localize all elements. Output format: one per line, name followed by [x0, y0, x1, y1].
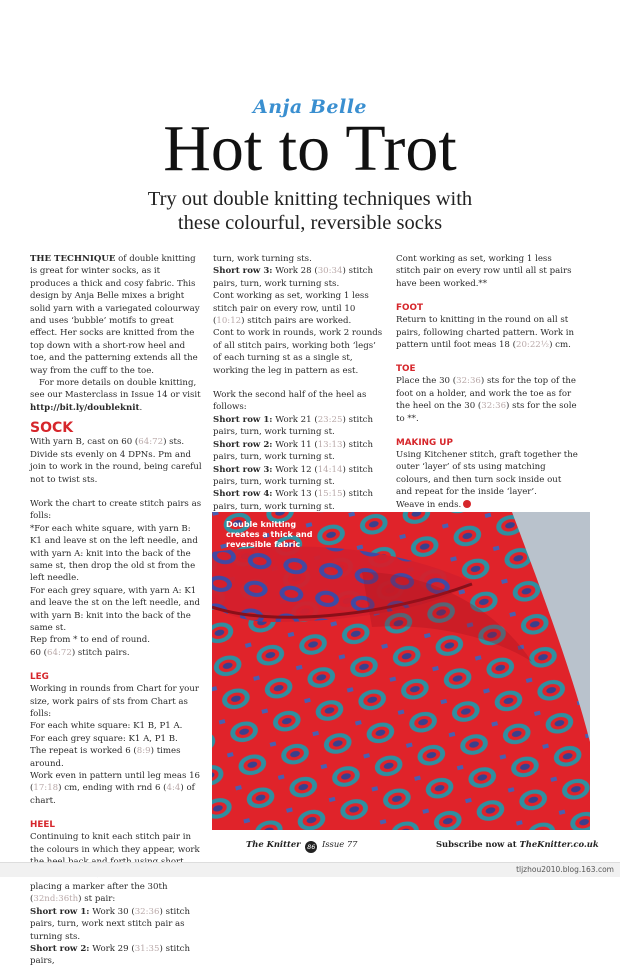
sr3-b: ) stitch pairs, turn, work turning sts.: [213, 266, 373, 289]
chart-intro: Work the chart to create stitch pairs as folls:: [30, 498, 202, 522]
chart-grey: For each grey square, with yarn A: K1 and leave the st on the left needle, and with yarn B: knit into the back of the same st.: [30, 585, 201, 633]
leg-intro: Working in rounds from Chart for your size, work pairs of sts from Chart as folls:: [30, 684, 200, 719]
size-variant: 32:36: [456, 376, 481, 387]
short-row-label: Short row 3:: [213, 464, 273, 475]
sock-cast-on: [30, 436, 202, 486]
heel-a: Continuing to knit each stitch pair in the colours in which they appear, work placing a marker after the 30th (: [30, 832, 200, 905]
cont-working-final: Cont working as set, working 1 less stitch pair on every row until all st pairs have been worked.**: [396, 254, 572, 289]
toe-c: ) sts for the sole to **.: [396, 401, 577, 424]
short-row-label: Short row 2:: [213, 439, 273, 450]
short-row-label: Short row 3:: [213, 266, 273, 277]
cont-working: [213, 290, 385, 327]
subtitle: [0, 187, 620, 235]
sock-photo: [212, 512, 590, 830]
size-variant: 30:34: [317, 266, 343, 277]
intro-body: of double knitting is great for winter socks, as it produces a thick and cosy fabric. This design by Anja Belle mixes a bright solid yarn with a variegated colourway and uses ‘bubble’ motifs to great effect. Her socks are knitted from the top down with a short-row heel and toe, and the patterning extends all the way from the cuff to the toe.: [30, 254, 200, 376]
size-variant: 15:15: [317, 489, 343, 500]
leg-white: For each white square: K1 B, P1 A.: [30, 721, 183, 732]
leg-rep-a: The repeat is worked 6 (: [30, 746, 137, 757]
toe-a: Place the 30 (: [396, 376, 457, 387]
stitch-pairs: [30, 647, 202, 659]
size-variant: 31:35: [134, 943, 160, 954]
more-details: [30, 377, 202, 414]
r2-a: Work 11 (: [272, 439, 318, 450]
size-variant: 23:25: [317, 414, 343, 425]
foot-a: Return to knitting in the round on all st pairs, following charted pattern. Work in pattern until foot meas 18 (: [396, 315, 575, 351]
page-number: 86: [307, 843, 316, 851]
r4-b: ) stitch pairs, turn, work turning st.: [213, 489, 373, 512]
subscribe-text: Subscribe now at: [436, 839, 520, 849]
more-details-end: .: [139, 402, 143, 413]
heel-b: ) st pair:: [78, 894, 116, 905]
subtitle-line-2: these colourful, reversible socks: [177, 212, 443, 234]
issue-number: Issue 77: [321, 839, 358, 849]
short-row-1: [30, 906, 202, 943]
size-variant: 8:9: [136, 746, 151, 757]
intro-paragraph: [30, 253, 202, 377]
second-half: Work the second half of the heel as follows:: [213, 390, 367, 413]
leg-even-a: Work even in pattern until leg meas 16 (: [30, 771, 201, 794]
short-row-label: Short row 1:: [213, 414, 273, 425]
r3-b: ) stitch pairs, turn, work turning st.: [213, 464, 373, 487]
short-row-label: Short row 1:: [30, 906, 90, 917]
weave-in: [396, 499, 578, 511]
photo-caption: Double knitting creates a thick and reversible fabric: [226, 520, 313, 549]
second-short-row-2: [213, 439, 385, 464]
chart-white: *For each white square, with yarn B: K1 and leave st on the left needle, and with yarn A: knit into the back of the same st, then drop the old st from the left needle.: [30, 523, 198, 584]
second-short-row-1: [213, 414, 385, 439]
foot-b: ) cm.: [549, 340, 571, 351]
size-variant: 32nd:36th: [33, 894, 79, 905]
chart-repeat: Rep from * to end of round.: [30, 635, 151, 646]
second-short-row-3: [213, 464, 385, 489]
size-variant: 13:13: [317, 439, 343, 450]
sock-text-a: With yarn B, cast on 60 (: [30, 437, 139, 448]
making-up-text: Using Kitchener stitch, graft together the outer ‘layer’ of sts using matching colours, and then turn sock inside out and repeat for the inside ‘layer’.: [396, 450, 578, 498]
r4-a: Work 13 (: [272, 489, 318, 500]
end-mark-icon: [463, 500, 471, 508]
r1-a: Work 21 (: [272, 414, 318, 425]
author-name: Anja Belle: [252, 96, 368, 118]
leg-even: [30, 770, 202, 807]
more-details-text: For more details on double knitting, see our Masterclass in Issue 14 or visit: [30, 378, 201, 401]
footer-magazine: [246, 839, 358, 853]
short-row-2: [30, 943, 202, 968]
leg-even-b: ) cm, ending with rnd 6 (: [58, 783, 167, 794]
short-row-label: Short row 2:: [30, 943, 90, 954]
pairs-text-b: ) stitch pairs.: [71, 647, 130, 658]
intro-lead: THE TECHNIQUE: [30, 254, 116, 264]
leg-grey: For each grey square: K1 A, P1 B.: [30, 733, 178, 744]
cont-a: Cont working as set, working 1 less stitch pair on every row, until 10 (: [213, 291, 369, 327]
leg-rep-b: ) times around.: [30, 746, 181, 769]
section-heading-leg: LEG: [30, 672, 49, 683]
size-variant: 64:72: [138, 437, 164, 448]
size-variant: 10:12: [216, 316, 242, 327]
weave-text: Weave in ends.: [396, 499, 462, 510]
subtitle-line-1: Try out double knitting techniques with: [147, 188, 473, 210]
size-variant: 32:36: [481, 401, 507, 412]
sr1-b: ) stitch pairs, turn, work next stitch pair as turning sts.: [30, 906, 190, 942]
size-variant: 4:4: [166, 783, 181, 794]
foot-text: [396, 314, 578, 351]
cont-rounds: Cont to work in rounds, work 2 rounds of all stitch pairs, working both ‘legs’ of each turning st as a single st, working the leg in pattern as est.: [213, 328, 383, 376]
r2-b: ) stitch pairs, turn, work turning st.: [213, 439, 373, 463]
footer-subscribe: [436, 839, 599, 849]
sr2-b: ) stitch pairs,: [30, 943, 190, 967]
r3-a: Work 12 (: [272, 464, 318, 475]
sr3-a: Work 28 (: [272, 266, 318, 277]
knitted-sock-illustration: [212, 512, 590, 830]
size-variant: 14:14: [317, 464, 343, 475]
column-3: [396, 253, 578, 511]
size-variant: 20:22½: [515, 340, 550, 351]
size-variant: 32:36: [134, 906, 160, 917]
sr2-a: Work 29 (: [89, 943, 135, 954]
sock-text-b: ) sts. Divide sts evenly on 4 DPNs. Pm and join to work in the round, being careful not to twist sts.: [30, 437, 202, 485]
pairs-text-a: 60 (: [30, 647, 48, 658]
section-heading-foot: FOOT: [396, 303, 423, 314]
leg-repeat: [30, 745, 202, 770]
second-short-row-4: [213, 488, 385, 513]
toe-b: ) sts for the top of the foot on a holder, and work the toe as for the heel on the 30 (: [396, 376, 577, 412]
r1-b: ) stitch pairs, turn, work turning st.: [213, 414, 373, 438]
watermark: tljzhou2010.blog.163.com: [516, 865, 614, 874]
section-heading-toe: TOE: [396, 364, 416, 375]
heel-continue: turn, work turning sts.: [213, 254, 312, 264]
cont-b: ) stitch pairs are worked.: [241, 316, 352, 327]
section-heading-sock: SOCK: [30, 420, 74, 437]
column-2: [213, 253, 385, 513]
doubleknit-link[interactable]: http://bit.ly/doubleknit: [30, 402, 140, 413]
short-row-3: [213, 265, 385, 290]
leg-even-c: ) of chart.: [30, 783, 195, 806]
section-heading-heel: HEEL: [30, 820, 55, 831]
toe-text: [396, 375, 578, 425]
size-variant: 64:72: [47, 647, 72, 658]
site-link[interactable]: TheKnitter.co.uk: [519, 839, 599, 849]
size-variant: 17:18: [33, 783, 59, 794]
watermark-bar: [0, 862, 620, 877]
section-heading-making-up: MAKING UP: [396, 438, 453, 449]
page-title: Hot to Trot: [163, 112, 457, 185]
sr1-a: Work 30 (: [89, 906, 135, 917]
column-1: [30, 253, 202, 968]
short-row-label: Short row 4:: [213, 489, 273, 500]
magazine-name: The Knitter: [246, 839, 301, 849]
